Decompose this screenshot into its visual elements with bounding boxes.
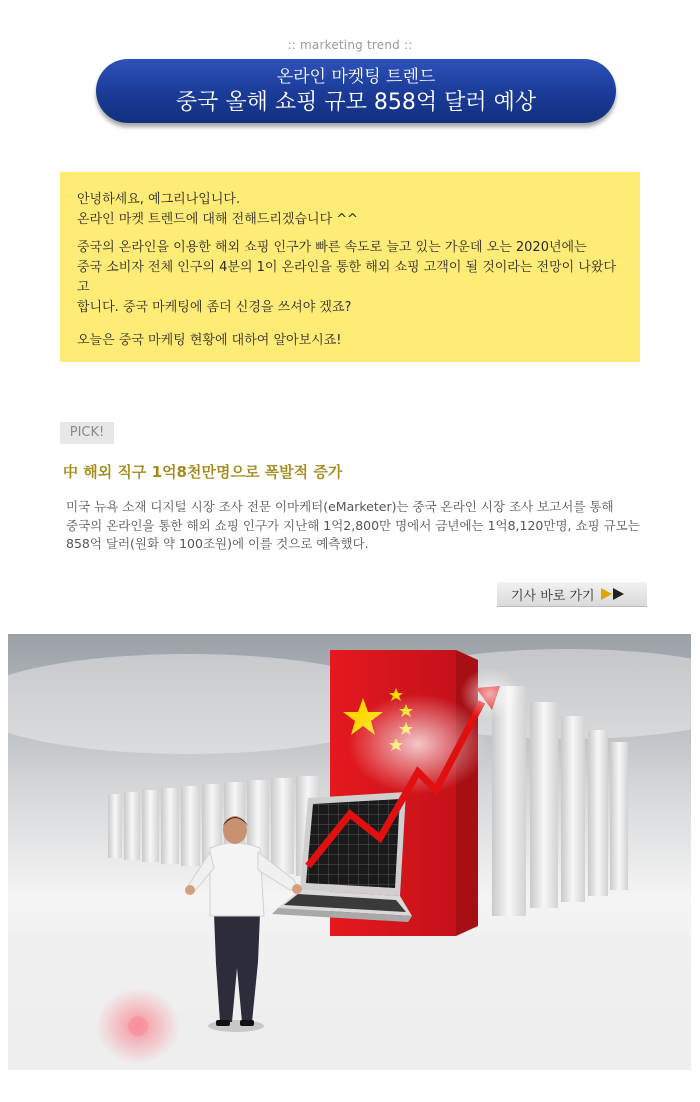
pick-headline: 中 해외 직구 1억8천만명으로 폭발적 증가 xyxy=(63,463,343,481)
article-summary xyxy=(66,498,656,554)
intro-greeting: 안녕하세요, 예그리나입니다. xyxy=(77,192,241,207)
go-to-article-button[interactable] xyxy=(497,582,647,607)
article-line: 858억 달러(원화 약 100조원)에 이를 것으로 예측했다. xyxy=(66,536,369,551)
article-line: 중국의 온라인을 통한 해외 쇼핑 인구가 지난해 1억2,800만 명에서 금년에는 1억8,120만명, 쇼핑 규모는 xyxy=(66,517,640,533)
intro-closing: 오늘은 중국 마케팅 현황에 대하여 알아보시죠! xyxy=(77,333,342,348)
hero-illustration xyxy=(8,634,691,1070)
double-arrow-icon xyxy=(601,588,624,600)
intro-body-line: 중국 소비자 전체 인구의 4분의 1이 온라인을 통한 해외 쇼핑 고객이 될 것이라는 전망이 나왔다고 xyxy=(77,260,617,295)
go-to-article-label: 기사 바로 가기 xyxy=(511,588,595,604)
intro-body-line: 합니다. 중국 마케팅에 좀더 신경을 쓰셔야 겠죠? xyxy=(77,300,352,315)
pick-badge: PICK! xyxy=(60,422,114,444)
intro-subtitle: 온라인 마켓 트렌드에 대해 전해드리겠습니다 ^^ xyxy=(77,212,359,227)
banner-title-line2: 중국 올해 쇼핑 규모 858억 달러 예상 xyxy=(175,90,537,115)
section-kicker: :: marketing trend :: xyxy=(287,38,413,52)
title-banner xyxy=(96,59,616,123)
intro-note xyxy=(60,172,640,362)
intro-body-line: 중국의 온라인을 이용한 해외 쇼핑 인구가 빠른 속도로 늘고 있는 가운데 오는 2020년에는 xyxy=(77,240,587,255)
article-line: 미국 뉴욕 소재 디지털 시장 조사 전문 이마케터(eMarketer)는 중국 온라인 시장 조사 보고서를 통해 xyxy=(66,499,614,514)
banner-title-line1: 온라인 마켓팅 트렌드 xyxy=(276,67,436,87)
